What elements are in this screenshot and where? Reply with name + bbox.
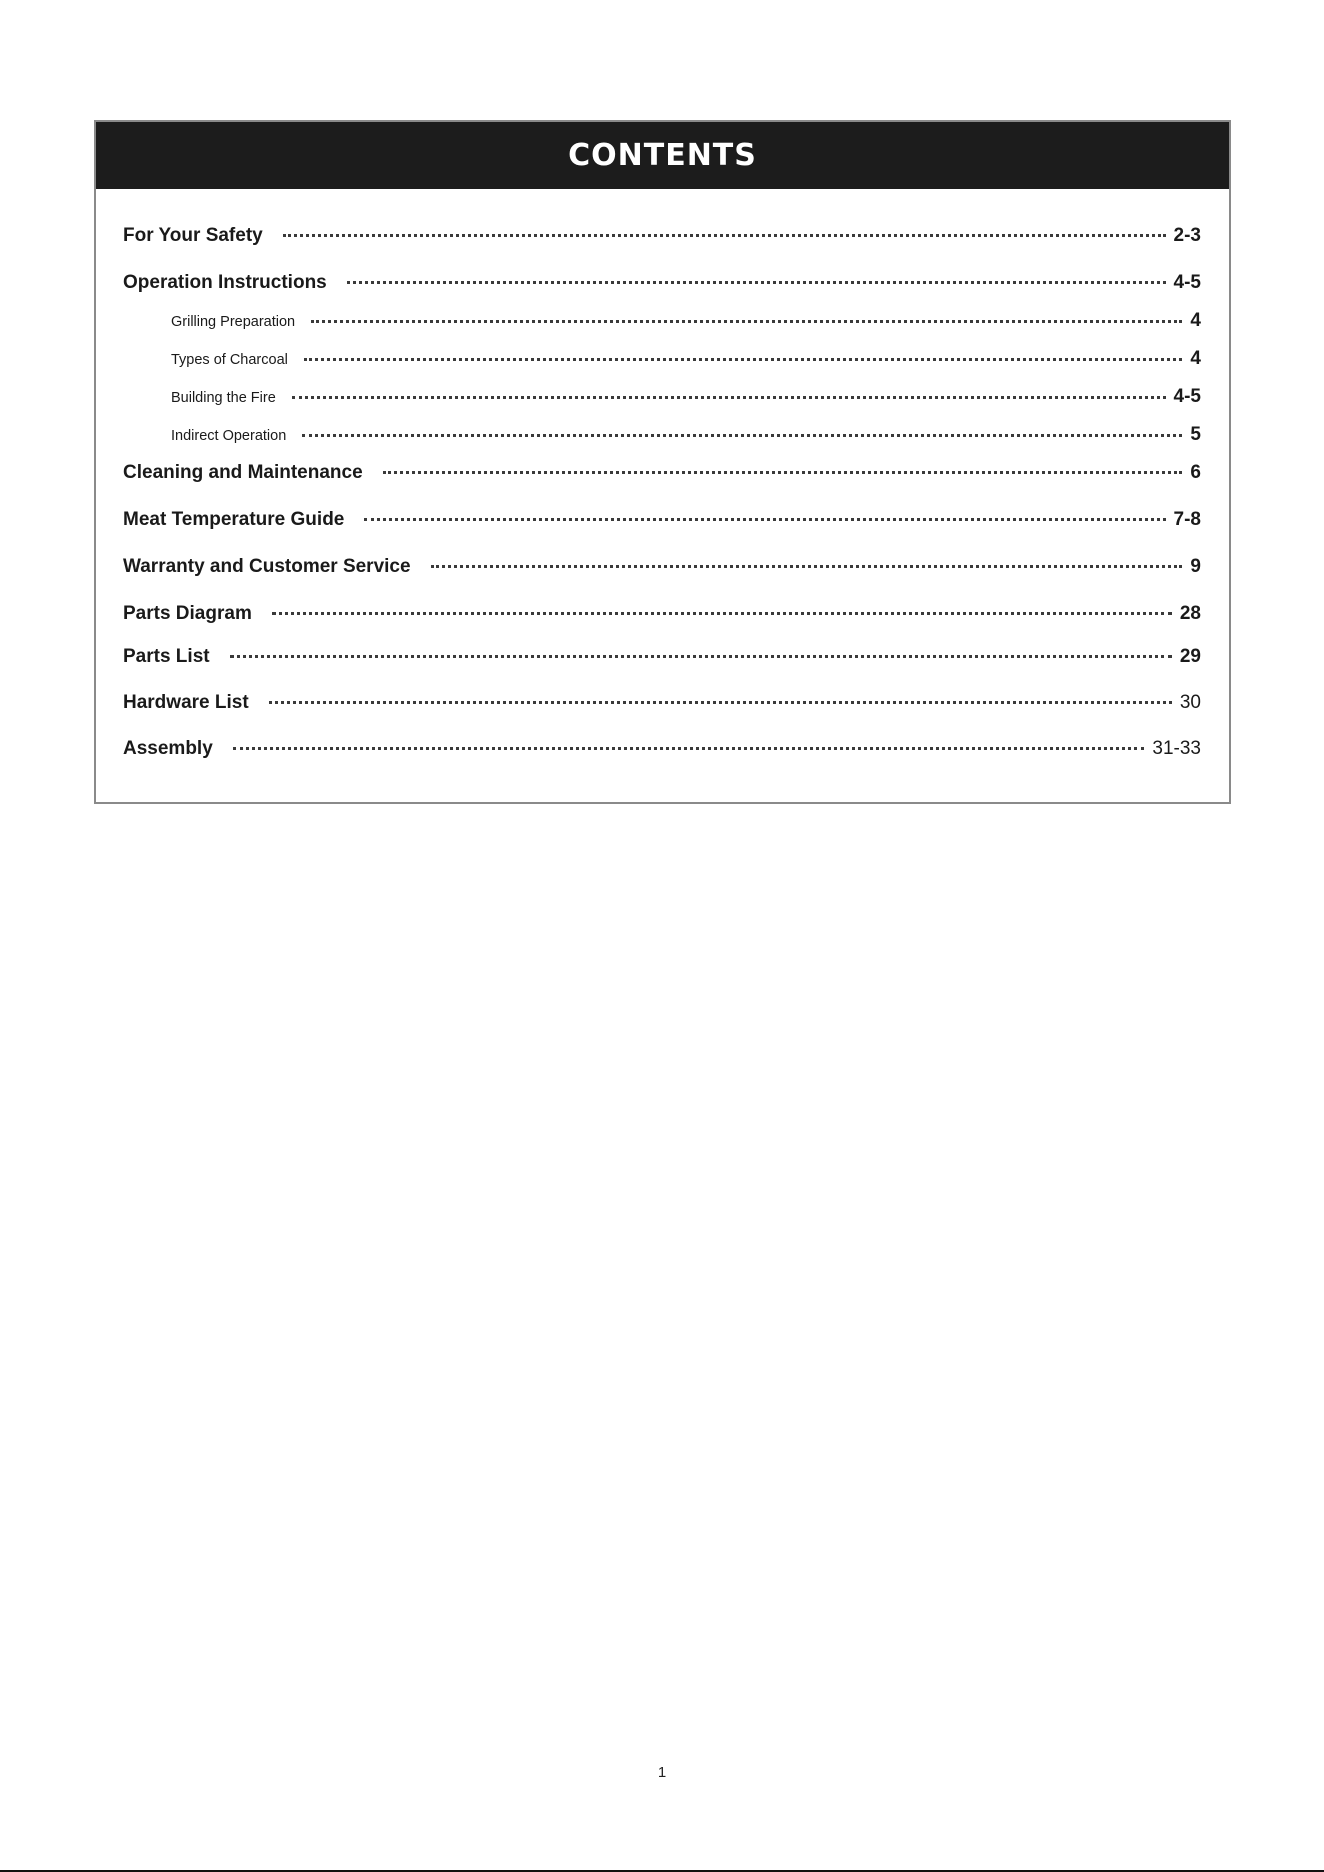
toc-entry-parts-diagram[interactable] [123, 603, 1201, 625]
dot-leader [431, 565, 1183, 568]
toc-entry-label: Types of Charcoal [171, 352, 288, 368]
toc-entry-cleaning-and-maintenance[interactable] [123, 462, 1201, 484]
dot-leader [347, 281, 1166, 284]
contents-title: CONTENTS [96, 122, 1229, 189]
toc-entry-label: Building the Fire [171, 390, 276, 406]
toc-entry-hardware-list[interactable] [123, 692, 1201, 714]
toc-entry-label: Parts Diagram [123, 603, 252, 624]
toc-entry-page: 4-5 [1173, 272, 1201, 293]
toc-entry-warranty-and-customer-service[interactable] [123, 556, 1201, 578]
toc-entry-parts-list[interactable] [123, 646, 1201, 668]
toc-entry-for-your-safety[interactable] [123, 225, 1201, 247]
toc-entry-page: 31-33 [1152, 738, 1201, 759]
toc-entry-page: 7-8 [1173, 509, 1201, 530]
toc-entry-label: Warranty and Customer Service [123, 556, 411, 577]
dot-leader [364, 518, 1165, 521]
toc-entry-indirect-operation[interactable] [171, 424, 1201, 446]
dot-leader [311, 320, 1182, 323]
dot-leader [269, 701, 1172, 704]
toc-entry-label: Meat Temperature Guide [123, 509, 345, 530]
toc-entry-label: Cleaning and Maintenance [123, 462, 363, 483]
toc-entry-page: 30 [1179, 692, 1201, 713]
toc-entry-page: 9 [1190, 556, 1201, 577]
toc-entry-label: Hardware List [123, 692, 249, 713]
toc-entry-page: 4-5 [1173, 386, 1201, 407]
toc-entry-page: 28 [1179, 603, 1201, 624]
page-number: 1 [657, 1764, 667, 1781]
toc-entry-label: For Your Safety [123, 225, 263, 246]
toc-entry-label: Grilling Preparation [171, 314, 296, 330]
contents-box [94, 120, 1231, 804]
toc-entry-grilling-preparation[interactable] [171, 310, 1201, 332]
dot-leader [230, 655, 1172, 658]
toc-entry-page: 2-3 [1173, 225, 1201, 246]
toc-entry-page: 29 [1179, 646, 1201, 667]
toc-entry-label: Assembly [123, 738, 213, 759]
toc-entry-types-of-charcoal[interactable] [171, 348, 1201, 370]
dot-leader [292, 396, 1166, 399]
dot-leader [283, 234, 1166, 237]
dot-leader [233, 747, 1145, 750]
toc-entry-label: Operation Instructions [123, 272, 327, 293]
toc-entry-page: 4 [1190, 348, 1201, 369]
toc-entry-meat-temperature-guide[interactable] [123, 509, 1201, 531]
dot-leader [304, 358, 1183, 361]
toc-entry-page: 6 [1190, 462, 1201, 483]
toc-entry-operation-instructions[interactable] [123, 272, 1201, 294]
dot-leader [383, 471, 1183, 474]
toc-entry-building-the-fire[interactable] [171, 386, 1201, 408]
dot-leader [272, 612, 1172, 615]
toc-entry-label: Parts List [123, 646, 210, 667]
toc-entry-label: Indirect Operation [171, 428, 287, 444]
toc-entry-assembly[interactable] [123, 738, 1201, 760]
toc-entry-page: 4 [1190, 310, 1201, 331]
toc-entry-page: 5 [1190, 424, 1201, 445]
dot-leader [302, 434, 1182, 437]
